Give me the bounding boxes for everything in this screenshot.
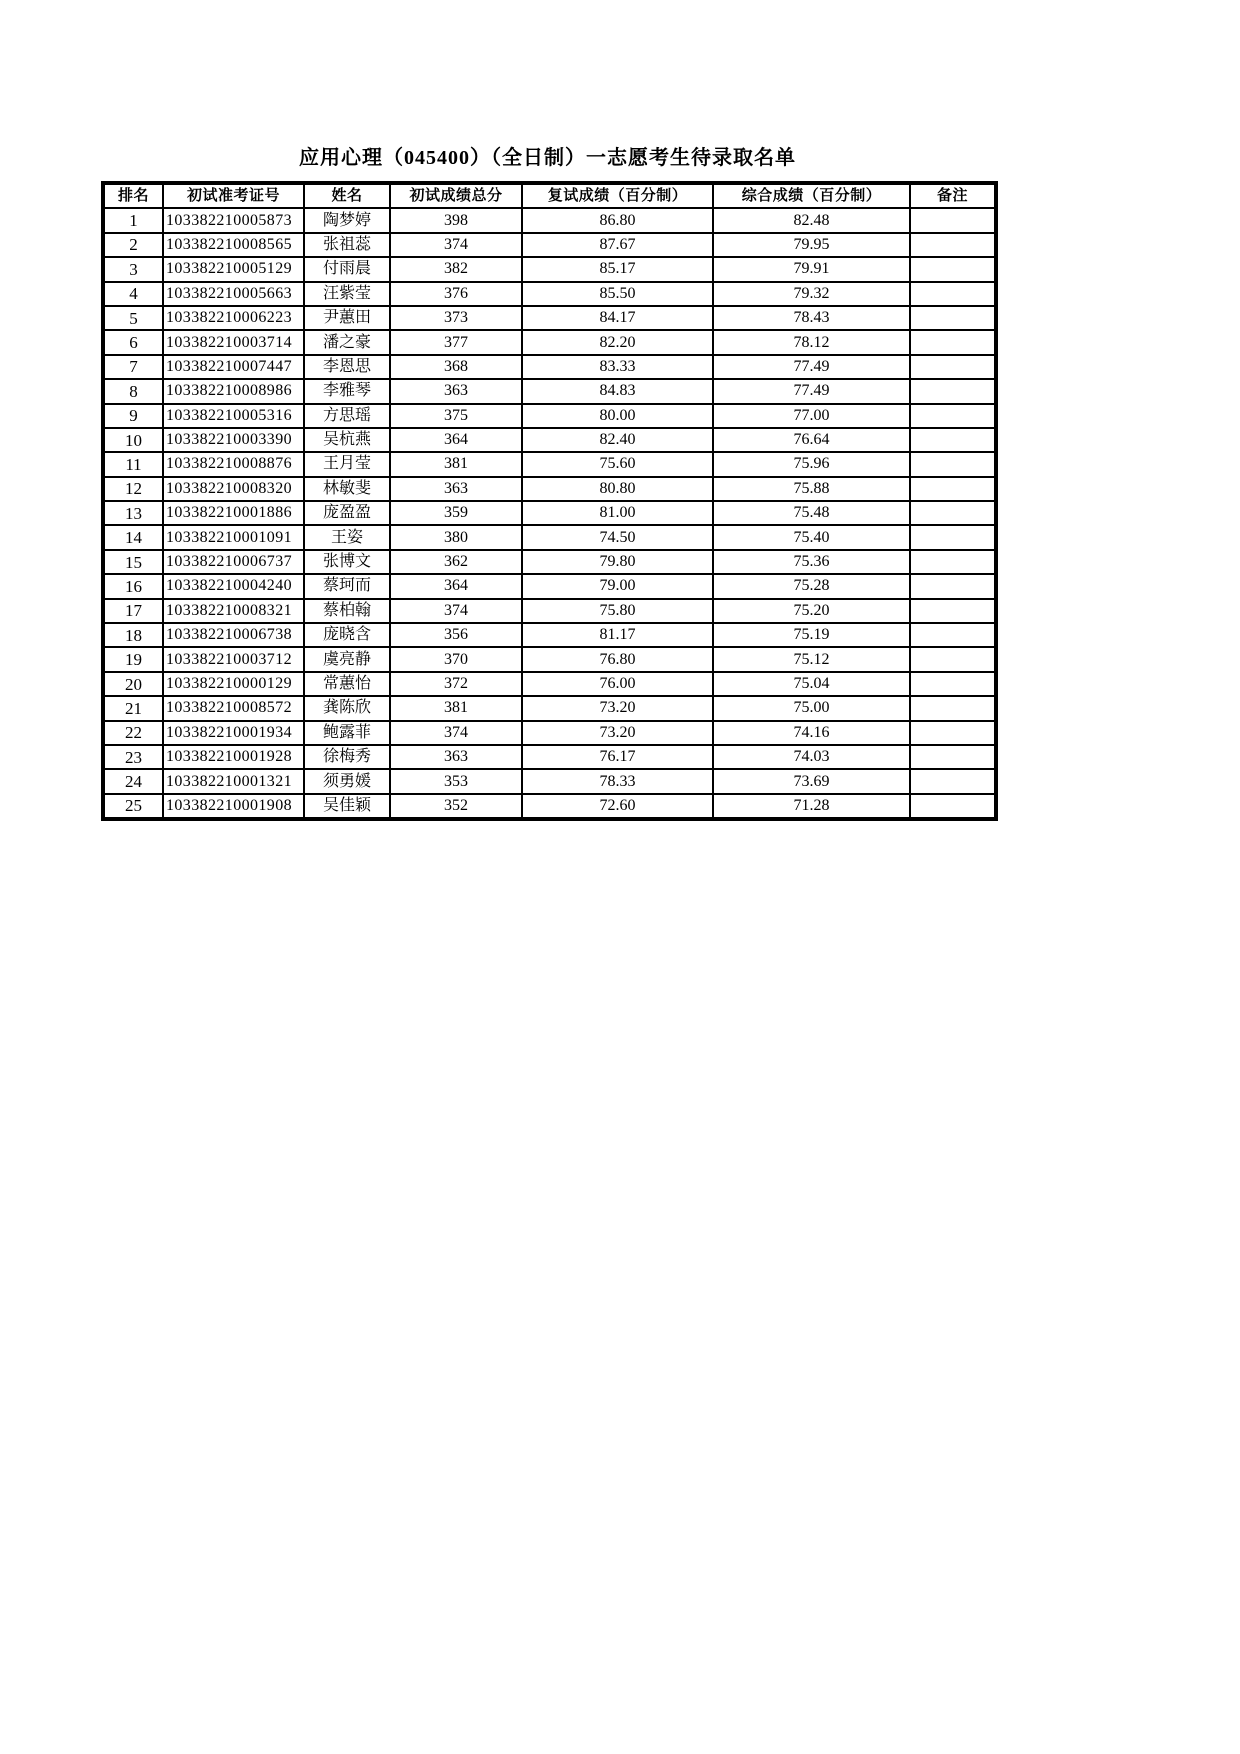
cell-overall-score: 82.48 (713, 208, 910, 232)
cell-exam-id: 103382210008320 (163, 477, 304, 501)
cell-note (910, 257, 996, 281)
table-row (103, 745, 996, 769)
cell-exam-id: 103382210005129 (163, 257, 304, 281)
cell-retest-score: 78.33 (522, 769, 713, 793)
cell-note (910, 233, 996, 257)
cell-retest-score: 82.20 (522, 330, 713, 354)
table-row (103, 550, 996, 574)
cell-initial-score: 363 (390, 379, 522, 403)
cell-exam-id: 103382210001321 (163, 769, 304, 793)
table-row (103, 306, 996, 330)
cell-initial-score: 398 (390, 208, 522, 232)
cell-retest-score: 81.17 (522, 623, 713, 647)
table-body (103, 208, 996, 819)
cell-name: 陶梦婷 (304, 208, 390, 232)
table-row (103, 233, 996, 257)
cell-rank: 23 (103, 745, 163, 769)
table-row (103, 355, 996, 379)
col-header-retest-score: 复试成绩（百分制） (522, 183, 713, 208)
cell-retest-score: 84.17 (522, 306, 713, 330)
cell-rank: 13 (103, 501, 163, 525)
cell-retest-score: 76.80 (522, 647, 713, 671)
cell-exam-id: 103382210003390 (163, 428, 304, 452)
cell-retest-score: 73.20 (522, 696, 713, 720)
cell-rank: 18 (103, 623, 163, 647)
cell-note (910, 428, 996, 452)
cell-initial-score: 363 (390, 477, 522, 501)
cell-exam-id: 103382210008572 (163, 696, 304, 720)
cell-overall-score: 79.32 (713, 282, 910, 306)
cell-initial-score: 363 (390, 745, 522, 769)
cell-name: 蔡珂而 (304, 574, 390, 598)
cell-initial-score: 381 (390, 452, 522, 476)
cell-name: 张祖蕊 (304, 233, 390, 257)
col-header-note: 备注 (910, 183, 996, 208)
cell-initial-score: 352 (390, 794, 522, 819)
cell-note (910, 379, 996, 403)
cell-retest-score: 85.50 (522, 282, 713, 306)
cell-overall-score: 71.28 (713, 794, 910, 819)
table-row (103, 672, 996, 696)
cell-exam-id: 103382210003712 (163, 647, 304, 671)
cell-overall-score: 75.20 (713, 599, 910, 623)
cell-note (910, 525, 996, 549)
cell-overall-score: 75.12 (713, 647, 910, 671)
cell-exam-id: 103382210003714 (163, 330, 304, 354)
cell-rank: 22 (103, 721, 163, 745)
col-header-rank: 排名 (103, 183, 163, 208)
cell-overall-score: 74.03 (713, 745, 910, 769)
page-title: 应用心理（045400）（全日制）一志愿考生待录取名单 (299, 147, 796, 169)
cell-name: 吴杭燕 (304, 428, 390, 452)
table-row (103, 769, 996, 793)
cell-note (910, 721, 996, 745)
table-row (103, 379, 996, 403)
cell-initial-score: 381 (390, 696, 522, 720)
table-row (103, 452, 996, 476)
cell-name: 庞晓含 (304, 623, 390, 647)
cell-exam-id: 103382210006223 (163, 306, 304, 330)
cell-name: 尹蕙田 (304, 306, 390, 330)
table-row (103, 647, 996, 671)
cell-retest-score: 85.17 (522, 257, 713, 281)
cell-name: 张博文 (304, 550, 390, 574)
cell-retest-score: 80.00 (522, 404, 713, 428)
cell-note (910, 306, 996, 330)
cell-overall-score: 75.19 (713, 623, 910, 647)
cell-exam-id: 103382210006737 (163, 550, 304, 574)
cell-exam-id: 103382210001091 (163, 525, 304, 549)
cell-note (910, 282, 996, 306)
cell-note (910, 355, 996, 379)
cell-exam-id: 103382210001886 (163, 501, 304, 525)
cell-name: 潘之豪 (304, 330, 390, 354)
cell-overall-score: 75.48 (713, 501, 910, 525)
admission-score-table (101, 181, 998, 821)
cell-name: 方思瑶 (304, 404, 390, 428)
cell-initial-score: 376 (390, 282, 522, 306)
cell-overall-score: 75.88 (713, 477, 910, 501)
cell-name: 徐梅秀 (304, 745, 390, 769)
cell-initial-score: 370 (390, 647, 522, 671)
cell-initial-score: 368 (390, 355, 522, 379)
cell-exam-id: 103382210005873 (163, 208, 304, 232)
table-row (103, 696, 996, 720)
table-row (103, 477, 996, 501)
cell-initial-score: 380 (390, 525, 522, 549)
cell-note (910, 599, 996, 623)
cell-rank: 25 (103, 794, 163, 819)
cell-note (910, 623, 996, 647)
cell-retest-score: 79.00 (522, 574, 713, 598)
cell-initial-score: 374 (390, 233, 522, 257)
table-row (103, 794, 996, 819)
cell-name: 常蕙怡 (304, 672, 390, 696)
cell-retest-score: 86.80 (522, 208, 713, 232)
col-header-name: 姓名 (304, 183, 390, 208)
cell-retest-score: 76.00 (522, 672, 713, 696)
cell-exam-id: 103382210008565 (163, 233, 304, 257)
cell-name: 汪紫莹 (304, 282, 390, 306)
cell-note (910, 696, 996, 720)
table-row (103, 721, 996, 745)
cell-retest-score: 76.17 (522, 745, 713, 769)
cell-rank: 9 (103, 404, 163, 428)
cell-rank: 3 (103, 257, 163, 281)
cell-initial-score: 353 (390, 769, 522, 793)
cell-note (910, 550, 996, 574)
cell-retest-score: 73.20 (522, 721, 713, 745)
cell-overall-score: 73.69 (713, 769, 910, 793)
cell-exam-id: 103382210005663 (163, 282, 304, 306)
cell-rank: 8 (103, 379, 163, 403)
cell-rank: 20 (103, 672, 163, 696)
cell-initial-score: 374 (390, 599, 522, 623)
cell-overall-score: 77.49 (713, 379, 910, 403)
cell-overall-score: 78.43 (713, 306, 910, 330)
cell-rank: 1 (103, 208, 163, 232)
cell-name: 李恩思 (304, 355, 390, 379)
cell-initial-score: 364 (390, 574, 522, 598)
cell-rank: 15 (103, 550, 163, 574)
cell-note (910, 769, 996, 793)
cell-rank: 4 (103, 282, 163, 306)
cell-rank: 2 (103, 233, 163, 257)
cell-name: 付雨晨 (304, 257, 390, 281)
cell-initial-score: 364 (390, 428, 522, 452)
cell-overall-score: 75.96 (713, 452, 910, 476)
cell-name: 庞盈盈 (304, 501, 390, 525)
cell-rank: 7 (103, 355, 163, 379)
cell-note (910, 404, 996, 428)
cell-overall-score: 74.16 (713, 721, 910, 745)
cell-note (910, 745, 996, 769)
cell-name: 鲍露菲 (304, 721, 390, 745)
cell-initial-score: 382 (390, 257, 522, 281)
cell-exam-id: 103382210007447 (163, 355, 304, 379)
cell-note (910, 501, 996, 525)
cell-overall-score: 75.04 (713, 672, 910, 696)
cell-exam-id: 103382210001928 (163, 745, 304, 769)
cell-retest-score: 80.80 (522, 477, 713, 501)
cell-name: 龚陈欣 (304, 696, 390, 720)
cell-initial-score: 362 (390, 550, 522, 574)
cell-name: 蔡柏翰 (304, 599, 390, 623)
cell-retest-score: 75.80 (522, 599, 713, 623)
cell-name: 虞亮静 (304, 647, 390, 671)
table-row (103, 257, 996, 281)
cell-initial-score: 374 (390, 721, 522, 745)
cell-name: 须勇媛 (304, 769, 390, 793)
cell-exam-id: 103382210001934 (163, 721, 304, 745)
cell-name: 林敏斐 (304, 477, 390, 501)
table-row (103, 330, 996, 354)
table-row (103, 282, 996, 306)
cell-rank: 10 (103, 428, 163, 452)
cell-initial-score: 356 (390, 623, 522, 647)
cell-initial-score: 372 (390, 672, 522, 696)
cell-exam-id: 103382210005316 (163, 404, 304, 428)
table-row (103, 599, 996, 623)
table-row (103, 501, 996, 525)
cell-rank: 16 (103, 574, 163, 598)
cell-retest-score: 81.00 (522, 501, 713, 525)
cell-note (910, 330, 996, 354)
cell-rank: 17 (103, 599, 163, 623)
cell-retest-score: 83.33 (522, 355, 713, 379)
table-row (103, 404, 996, 428)
cell-rank: 11 (103, 452, 163, 476)
cell-initial-score: 377 (390, 330, 522, 354)
cell-exam-id: 103382210008321 (163, 599, 304, 623)
cell-name: 李雅琴 (304, 379, 390, 403)
cell-rank: 21 (103, 696, 163, 720)
table-row (103, 525, 996, 549)
cell-initial-score: 373 (390, 306, 522, 330)
table-row (103, 623, 996, 647)
cell-retest-score: 84.83 (522, 379, 713, 403)
cell-retest-score: 79.80 (522, 550, 713, 574)
cell-retest-score: 87.67 (522, 233, 713, 257)
cell-overall-score: 79.91 (713, 257, 910, 281)
cell-note (910, 574, 996, 598)
cell-overall-score: 75.00 (713, 696, 910, 720)
table-header-row (103, 183, 996, 208)
cell-note (910, 647, 996, 671)
cell-retest-score: 82.40 (522, 428, 713, 452)
col-header-exam-id: 初试准考证号 (163, 183, 304, 208)
cell-name: 王姿 (304, 525, 390, 549)
cell-exam-id: 103382210001908 (163, 794, 304, 819)
cell-exam-id: 103382210008876 (163, 452, 304, 476)
cell-overall-score: 75.36 (713, 550, 910, 574)
cell-retest-score: 72.60 (522, 794, 713, 819)
cell-note (910, 477, 996, 501)
cell-note (910, 452, 996, 476)
cell-note (910, 672, 996, 696)
cell-retest-score: 74.50 (522, 525, 713, 549)
cell-overall-score: 76.64 (713, 428, 910, 452)
col-header-overall-score: 综合成绩（百分制） (713, 183, 910, 208)
table-row (103, 574, 996, 598)
cell-name: 吴佳颖 (304, 794, 390, 819)
cell-overall-score: 78.12 (713, 330, 910, 354)
cell-exam-id: 103382210006738 (163, 623, 304, 647)
cell-rank: 14 (103, 525, 163, 549)
table-header (103, 183, 996, 208)
cell-initial-score: 359 (390, 501, 522, 525)
cell-overall-score: 75.28 (713, 574, 910, 598)
cell-note (910, 208, 996, 232)
cell-overall-score: 79.95 (713, 233, 910, 257)
cell-rank: 12 (103, 477, 163, 501)
col-header-initial-score: 初试成绩总分 (390, 183, 522, 208)
cell-name: 王月莹 (304, 452, 390, 476)
cell-exam-id: 103382210000129 (163, 672, 304, 696)
cell-overall-score: 75.40 (713, 525, 910, 549)
cell-rank: 5 (103, 306, 163, 330)
table-row (103, 208, 996, 232)
cell-overall-score: 77.49 (713, 355, 910, 379)
cell-exam-id: 103382210008986 (163, 379, 304, 403)
cell-note (910, 794, 996, 819)
cell-retest-score: 75.60 (522, 452, 713, 476)
cell-initial-score: 375 (390, 404, 522, 428)
cell-rank: 19 (103, 647, 163, 671)
table-row (103, 428, 996, 452)
cell-rank: 6 (103, 330, 163, 354)
cell-exam-id: 103382210004240 (163, 574, 304, 598)
cell-overall-score: 77.00 (713, 404, 910, 428)
cell-rank: 24 (103, 769, 163, 793)
